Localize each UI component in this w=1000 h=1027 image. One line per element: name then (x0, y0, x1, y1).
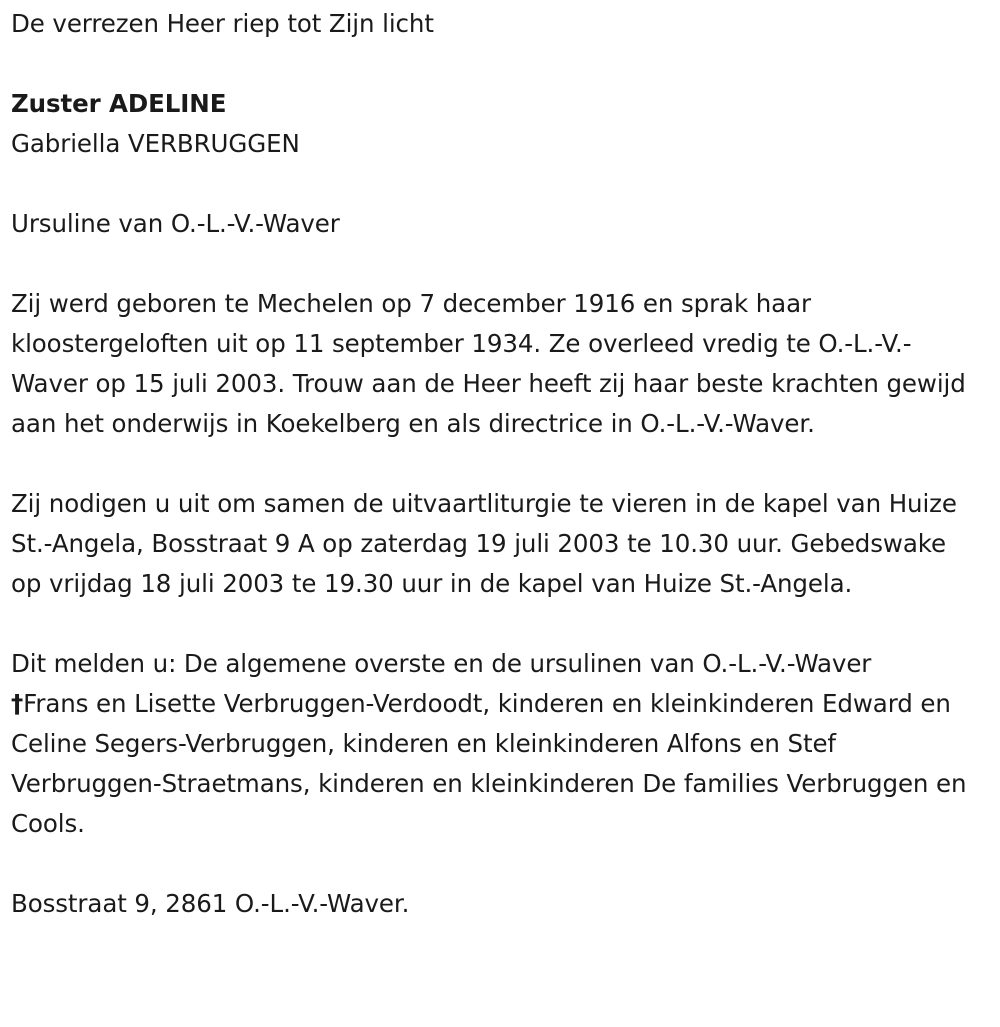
spacer (11, 604, 981, 644)
heading-text: De verrezen Heer riep tot Zijn licht (11, 9, 434, 38)
biography-paragraph: Zij werd geboren te Mechelen op 7 december 1916 en sprak haar kloostergeloften uit op 11 september 1934. Ze overleed vredig te O.-L.-V.-Waver op 15 juli 2003. Trouw aan de Heer heeft zij haar beste krachten gewijd aan het onderwijs in Koekelberg en als directrice in O.-L.-V.-Waver. (11, 289, 966, 438)
civil-name: Gabriella VERBRUGGEN (11, 129, 300, 158)
spacer (11, 244, 981, 284)
announcement-paragraph (11, 644, 981, 844)
announcement-family: Frans en Lisette Verbruggen-Verdoodt, kinderen en kleinkinderen Edward en Celine Segers-Verbruggen, kinderen en kleinkinderen Alfons en Stef Verbruggen-Straetmans, kinderen en kleinkinderen De families Verbruggen en Cools. (11, 689, 967, 838)
address-text: Bosstraat 9, 2861 O.-L.-V.-Waver. (11, 889, 410, 918)
announcement-intro: Dit melden u: De algemene overste en de ursulinen van O.-L.-V.-Waver (11, 649, 872, 678)
religious-name: Zuster ADELINE (11, 89, 227, 118)
spacer (11, 444, 981, 484)
spacer (11, 844, 981, 884)
obituary-notice (11, 4, 981, 924)
religious-order: Ursuline van O.-L.-V.-Waver (11, 209, 340, 238)
spacer (11, 44, 981, 84)
funeral-invitation-paragraph: Zij nodigen u uit om samen de uitvaartliturgie te vieren in de kapel van Huize St.-Angela, Bosstraat 9 A op zaterdag 19 juli 2003 te 10.30 uur. Gebedswake op vrijdag 18 juli 2003 te 19.30 uur in de kapel van Huize St.-Angela. (11, 489, 957, 598)
spacer (11, 164, 981, 204)
cross-icon: † (11, 689, 24, 718)
